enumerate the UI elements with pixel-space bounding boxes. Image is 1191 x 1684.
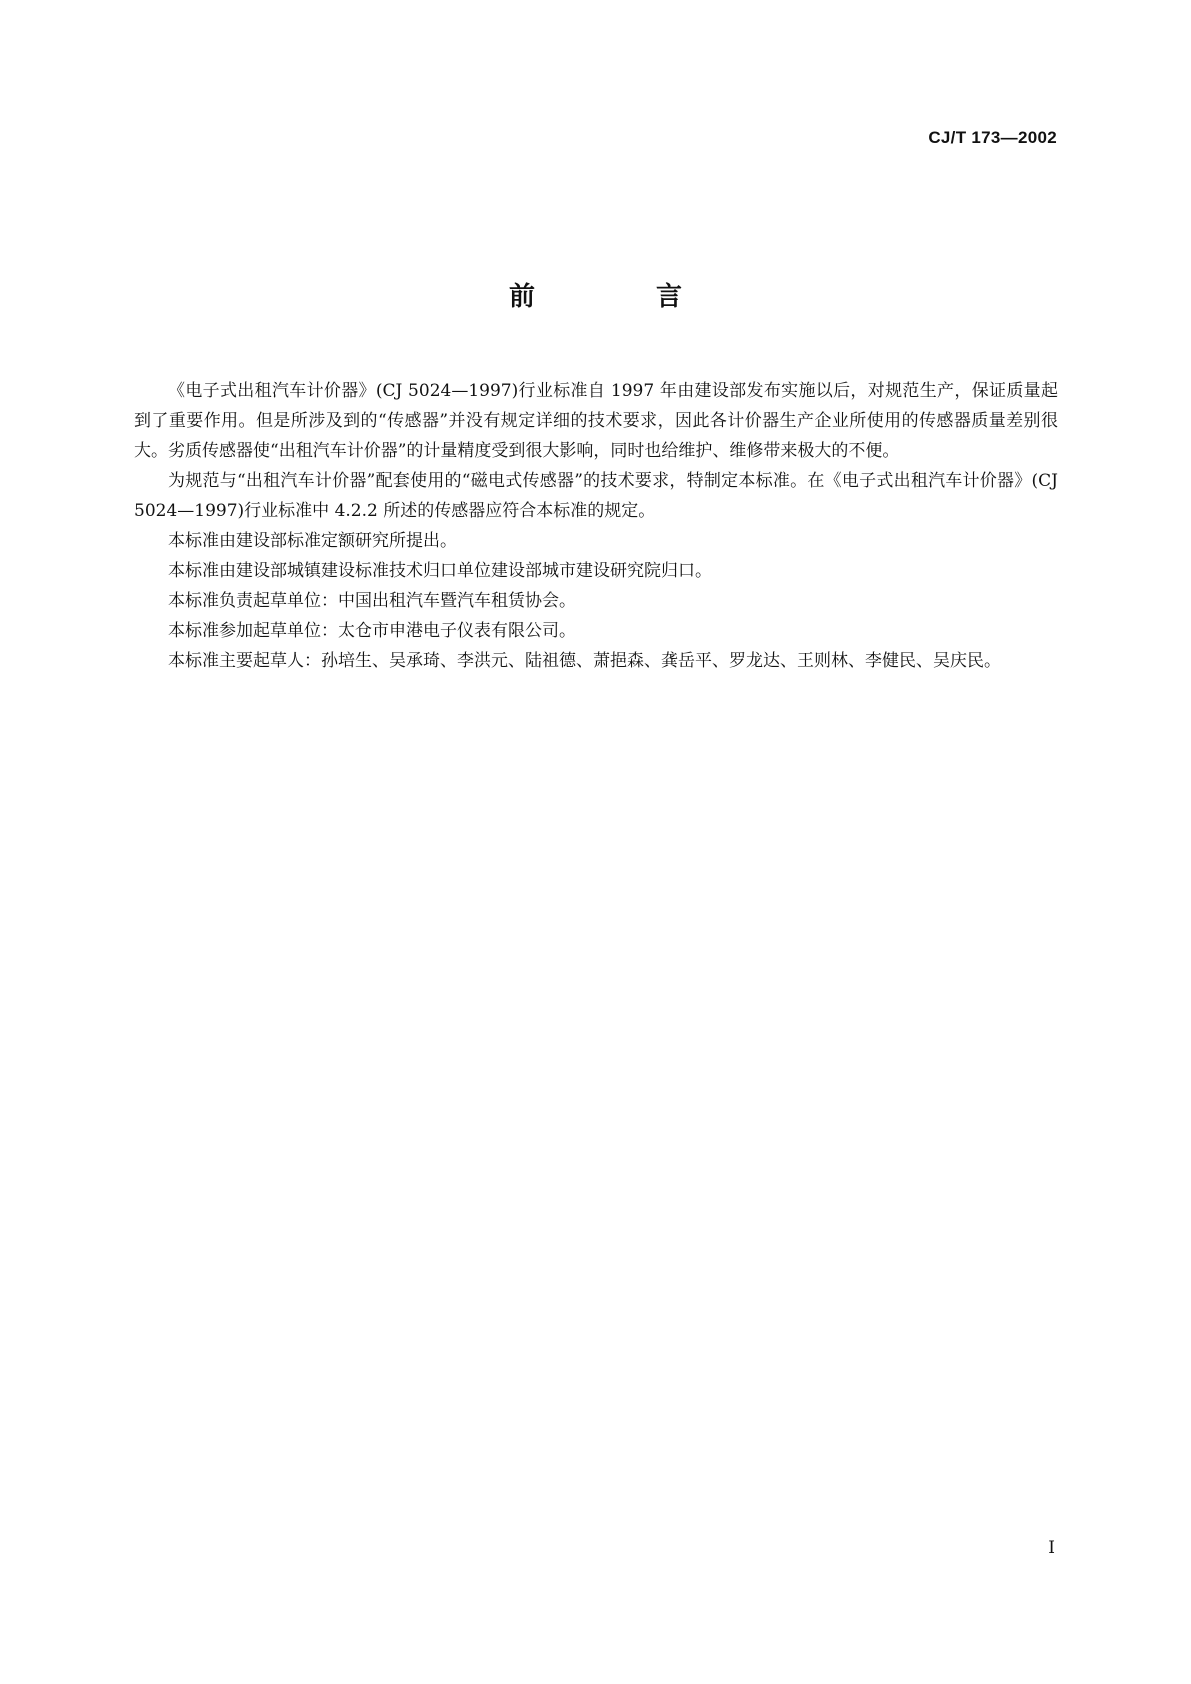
page-number: I: [1048, 1538, 1055, 1558]
paragraph-main-drafters: 本标准主要起草人：孙培生、吴承琦、李洪元、陆祖德、萧挹森、龚岳平、罗龙达、王则林、李健民、吴庆民。: [168, 651, 1001, 671]
paragraph-participating-drafter: 本标准参加起草单位：太仓市申港电子仪表有限公司。: [168, 621, 576, 641]
paragraph-background: 《电子式出租汽车计价器》(CJ 5024—1997)行业标准自 1997 年由建设部发布实施以后，对规范生产，保证质量起到了重要作用。但是所涉及到的“传感器”并没有规定详细的技术要求，因此各计价器生产企业所使用的传感器质量差别很大。劣质传感器使“出租汽车计价器”的计量精度受到很大影响，同时也给维护、维修带来极大的不便。: [134, 381, 1058, 461]
standard-code: CJ/T 173—2002: [928, 128, 1057, 147]
foreword-body: [134, 376, 1058, 676]
paragraph-proposer: 本标准由建设部标准定额研究所提出。: [168, 531, 457, 551]
paragraph-administrator: 本标准由建设部城镇建设标准技术归口单位建设部城市建设研究院归口。: [168, 561, 712, 581]
paragraph-lead-drafter: 本标准负责起草单位：中国出租汽车暨汽车租赁协会。: [168, 591, 576, 611]
paragraph-purpose: 为规范与“出租汽车计价器”配套使用的“磁电式传感器”的技术要求，特制定本标准。在《电子式出租汽车计价器》(CJ 5024—1997)行业标准中 4.2.2 所述的传感器应符合本标准的规定。: [134, 471, 1058, 521]
page-title: 前 言: [508, 282, 739, 312]
